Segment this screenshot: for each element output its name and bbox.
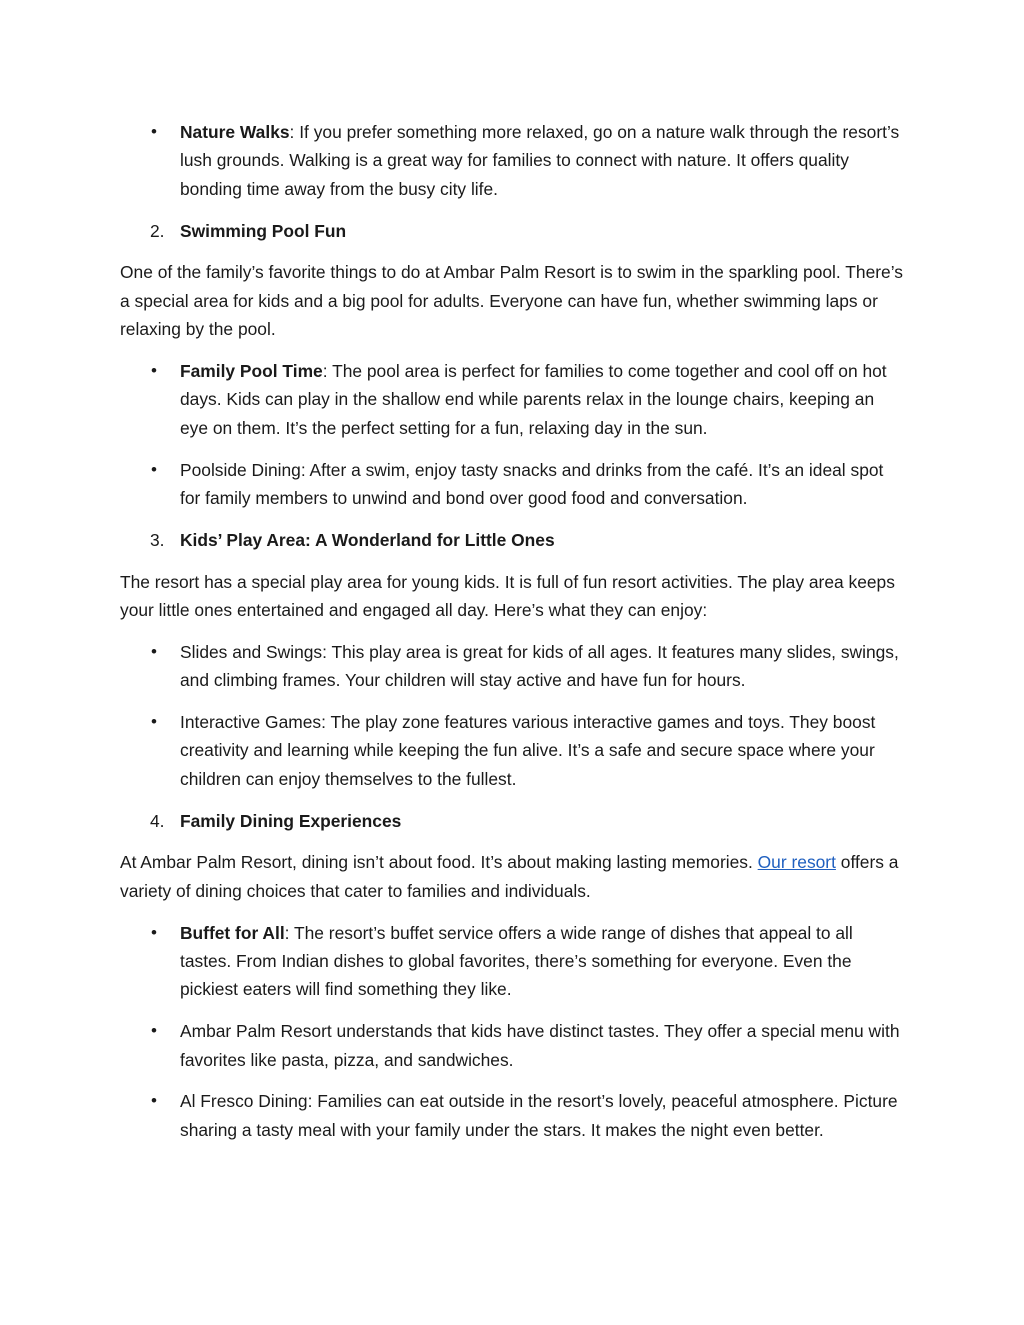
- paragraph-dining: [120, 848, 905, 905]
- item-text: Poolside Dining: After a swim, enjoy tasty snacks and drinks from the café. It’s an ideal spot for family members to unwind and bond over good food and conversation.: [180, 459, 884, 509]
- bullet-icon: •: [151, 1091, 157, 1111]
- item-text: : The resort’s buffet service offers a wide range of dishes that appeal to all tastes. From Indian dishes to global favorites, there’s something for everyone. Even the pickiest eaters will find something they like.: [180, 922, 853, 1000]
- list-item-interactive-games: [120, 708, 905, 793]
- item-text: : The pool area is perfect for families to come together and cool off on hot days. Kids can play in the shallow end while parents relax in the lounge chairs, keeping an eye on them. It’s the perfect setting for a fun, relaxing day in the sun.: [180, 361, 887, 438]
- heading-title: Kids’ Play Area: A Wonderland for Little Ones: [180, 529, 555, 550]
- heading-number: 2.: [150, 220, 165, 241]
- list-item-nature-walks: [120, 118, 905, 203]
- list-item-kids-menu: [120, 1017, 905, 1074]
- list-item-slides-swings: [120, 638, 905, 695]
- heading-number: 4.: [150, 810, 165, 831]
- paragraph-text: At Ambar Palm Resort, dining isn’t about food. It’s about making lasting memories.: [120, 852, 758, 873]
- bullet-icon: •: [151, 361, 157, 381]
- item-text: Al Fresco Dining: Families can eat outside in the resort’s lovely, peaceful atmosphere. Picture sharing a tasty meal with your family under the stars. It makes the night even better.: [180, 1091, 898, 1140]
- list-item-poolside-dining: [120, 456, 905, 513]
- bullet-icon: •: [151, 1021, 157, 1041]
- heading-title: Family Dining Experiences: [180, 810, 402, 831]
- item-text: : If you prefer something more relaxed, go on a nature walk through the resort’s lush grounds. Walking is a great way for families to connect with nature. It offers quality bonding time away from the busy city life.: [180, 122, 900, 199]
- document-page: [120, 118, 905, 1158]
- list-item-al-fresco: [120, 1087, 905, 1144]
- item-text: Interactive Games: The play zone features various interactive games and toys. They boost creativity and learning while keeping the fun alive. It’s a safe and secure space where your children can enjoy themselves to the fullest.: [180, 712, 876, 789]
- paragraph-text: offers a variety of dining choices that cater to families and individuals.: [120, 852, 899, 901]
- item-title: Family Pool Time: [180, 361, 323, 382]
- bullet-icon: •: [151, 922, 157, 942]
- heading-title: Swimming Pool Fun: [180, 220, 347, 241]
- heading-kids-play-area: [120, 526, 905, 554]
- list-item-family-pool-time: [120, 357, 905, 442]
- paragraph-pool: One of the family’s favorite things to do at Ambar Palm Resort is to swim in the sparkling pool. There’s a special area for kids and a big pool for adults. Everyone can have fun, whether swimming laps or relaxing by the pool.: [120, 262, 903, 340]
- bullet-icon: •: [151, 122, 157, 141]
- heading-swimming-pool-fun: [120, 217, 905, 245]
- list-item-buffet: [120, 919, 905, 1004]
- item-text: Slides and Swings: This play area is great for kids of all ages. It features many slides, swings, and climbing frames. Your children will stay active and have fun for hours.: [180, 641, 899, 691]
- item-text: Ambar Palm Resort understands that kids have distinct tastes. They offer a special menu with favorites like pasta, pizza, and sandwiches.: [180, 1021, 900, 1070]
- heading-number: 3.: [150, 529, 165, 550]
- our-resort-link[interactable]: Our resort: [757, 852, 836, 873]
- heading-family-dining: [120, 807, 905, 835]
- bullet-icon: •: [151, 641, 157, 661]
- item-title: Buffet for All: [180, 922, 285, 943]
- bullet-icon: •: [151, 459, 157, 479]
- bullet-icon: •: [151, 712, 157, 732]
- paragraph-play-area: The resort has a special play area for young kids. It is full of fun resort activities. The play area keeps your little ones entertained and engaged all day. Here’s what they can enjoy:: [120, 571, 895, 621]
- item-title: Nature Walks: [180, 122, 290, 142]
